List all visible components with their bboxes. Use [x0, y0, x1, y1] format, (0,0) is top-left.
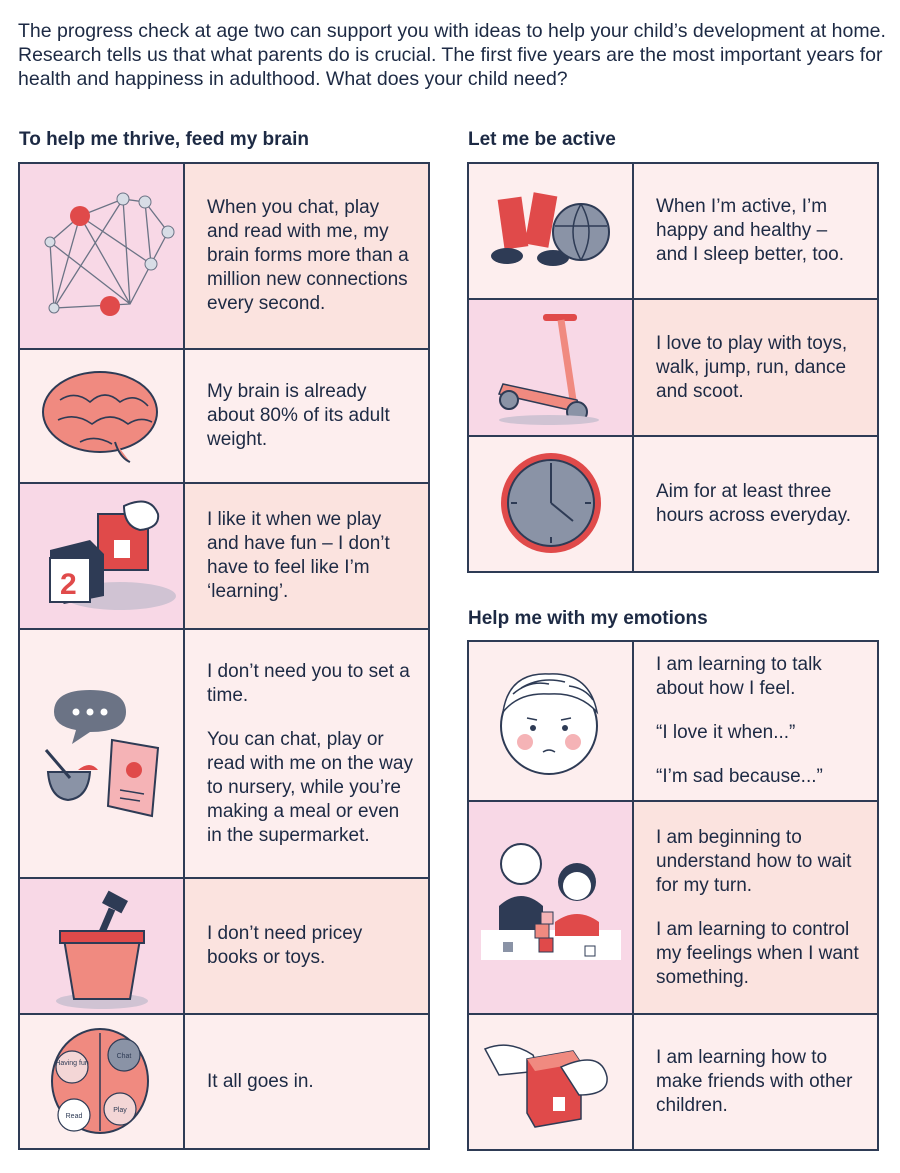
intro-text: The progress check at age two can support you with ideas to help your child’s development at home. Research tells us that what parents do is crucial. The first five years are the most important years for health and happiness in adulthood. What does your child need? — [18, 20, 886, 90]
blocks-icon — [20, 484, 183, 628]
emotions-text-3: I am learning how to make friends with other children. — [634, 1015, 877, 1149]
brain-section-title: To help me thrive, feed my brain — [19, 129, 309, 150]
child-face-icon — [469, 642, 632, 800]
active-text-2: I love to play with toys, walk, jump, run, dance and scoot. — [634, 300, 877, 435]
emotions-text-2: I am beginning to understand how to wait for my turn. I am learning to control my feelings when I want something. — [634, 802, 877, 1013]
brain-text-5: I don’t need pricey books or toys. — [185, 879, 428, 1013]
brain-text-6: It all goes in. — [185, 1015, 428, 1148]
legs-ball-icon — [469, 164, 632, 298]
clock-icon — [469, 437, 632, 571]
network-icon — [20, 164, 183, 348]
bubble-play: Play — [113, 1107, 127, 1114]
active-text-1: When I’m active, I’m happy and healthy – and I sleep better, too. — [634, 164, 877, 298]
brain-text-2: My brain is already about 80% of its adult weight. — [185, 350, 428, 482]
brain-icon — [20, 350, 183, 482]
chat-bowl-book-icon — [20, 630, 183, 877]
scooter-icon — [469, 300, 632, 435]
emotions-text-1: I am learning to talk about how I feel. “I love it when...” “I’m sad because...” — [634, 642, 877, 800]
bubble-chat: Chat — [116, 1053, 132, 1060]
hands-block-icon — [469, 1015, 632, 1149]
brain-table — [18, 162, 430, 1150]
active-section-title: Let me be active — [468, 129, 616, 150]
brain-text-4: I don’t need you to set a time. You can chat, play or read with me on the way to nursery, while you’re making a meal or even in the supermarket. — [185, 630, 428, 877]
brain-bubbles-icon — [20, 1015, 183, 1148]
active-table — [467, 162, 879, 573]
brain-text-3: I like it when we play and have fun – I don’t have to feel like I’m ‘learning’. — [185, 484, 428, 628]
brain-text-1: When you chat, play and read with me, my brain forms more than a million new connections every second. — [185, 164, 428, 348]
active-text-3: Aim for at least three hours across everyday. — [634, 437, 877, 571]
bubble-having: Having fun — [55, 1060, 89, 1067]
svg-text:2: 2 — [60, 568, 77, 601]
two-children-icon — [469, 802, 632, 1013]
bucket-spade-icon — [20, 879, 183, 1013]
emotions-section-title: Help me with my emotions — [468, 608, 708, 629]
bubble-read: Read — [65, 1113, 83, 1120]
emotions-table — [467, 640, 879, 1151]
